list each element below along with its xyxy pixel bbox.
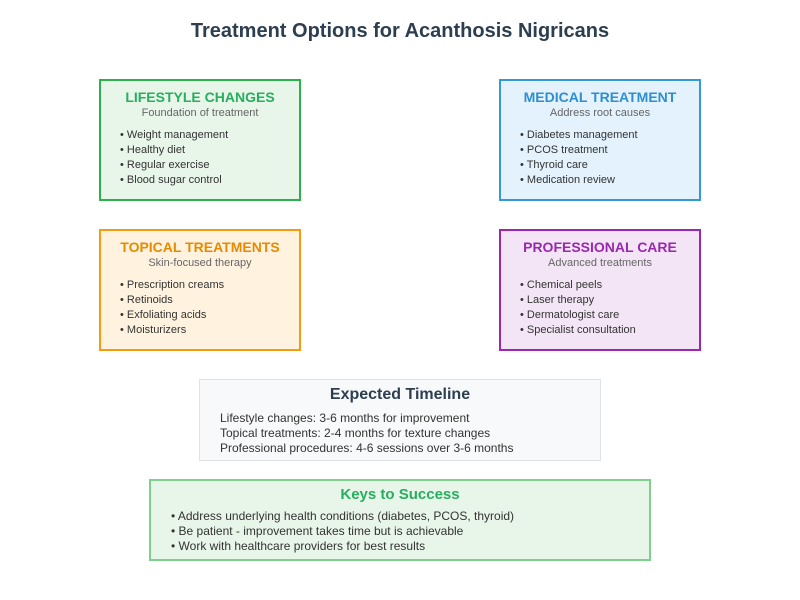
lifestyle-changes-box [99,79,301,201]
topical-title: TOPICAL TREATMENTS [120,239,280,255]
lifestyle-title: LIFESTYLE CHANGES [125,89,275,105]
keys-line: • Work with healthcare providers for best results [171,539,426,553]
list-item: • Prescription creams [120,279,225,291]
list-item: • Blood sugar control [120,174,222,186]
keys-title: Keys to Success [340,486,460,503]
medical-subtitle: Address root causes [549,107,651,119]
medical-title: MEDICAL TREATMENT [523,89,677,105]
topical-list [101,278,299,338]
keys-line: • Address underlying health conditions (diabetes, PCOS, thyroid) [171,509,515,523]
lifestyle-list [101,128,299,188]
list-item: • Retinoids [120,294,173,306]
lifestyle-subtitle: Foundation of treatment [141,107,259,119]
timeline-line: Professional procedures: 4-6 sessions over 3-6 months [220,441,514,455]
list-item: • Dermatologist care [520,309,620,321]
list-item: • Thyroid care [520,159,588,171]
topical-treatments-box [99,229,301,351]
medical-treatment-box [499,79,701,201]
expected-timeline-box [199,379,601,461]
keys-line: • Be patient - improvement takes time but is achievable [171,524,464,538]
keys-to-success-box [149,479,651,561]
professional-care-box [499,229,701,351]
list-item: • Healthy diet [120,144,185,156]
professional-subtitle: Advanced treatments [548,257,652,269]
list-item: • Moisturizers [120,324,187,336]
diagram-title: Treatment Options for Acanthosis Nigricans [190,20,610,42]
list-item: • Medication review [520,174,615,186]
professional-title: PROFESSIONAL CARE [523,239,677,255]
timeline-line: Topical treatments: 2-4 months for texture changes [220,426,491,440]
professional-list [501,278,699,338]
list-item: • Diabetes management [520,129,638,141]
list-item: • Regular exercise [120,159,210,171]
list-item: • Laser therapy [520,294,595,306]
medical-list [501,128,699,188]
list-item: • Specialist consultation [520,324,636,336]
list-item: • PCOS treatment [520,144,608,156]
list-item: • Exfoliating acids [120,309,207,321]
list-item: • Weight management [120,129,229,141]
timeline-title: Expected Timeline [329,386,471,403]
timeline-line: Lifestyle changes: 3-6 months for improvement [220,411,470,425]
topical-subtitle: Skin-focused therapy [148,257,252,269]
list-item: • Chemical peels [520,279,603,291]
